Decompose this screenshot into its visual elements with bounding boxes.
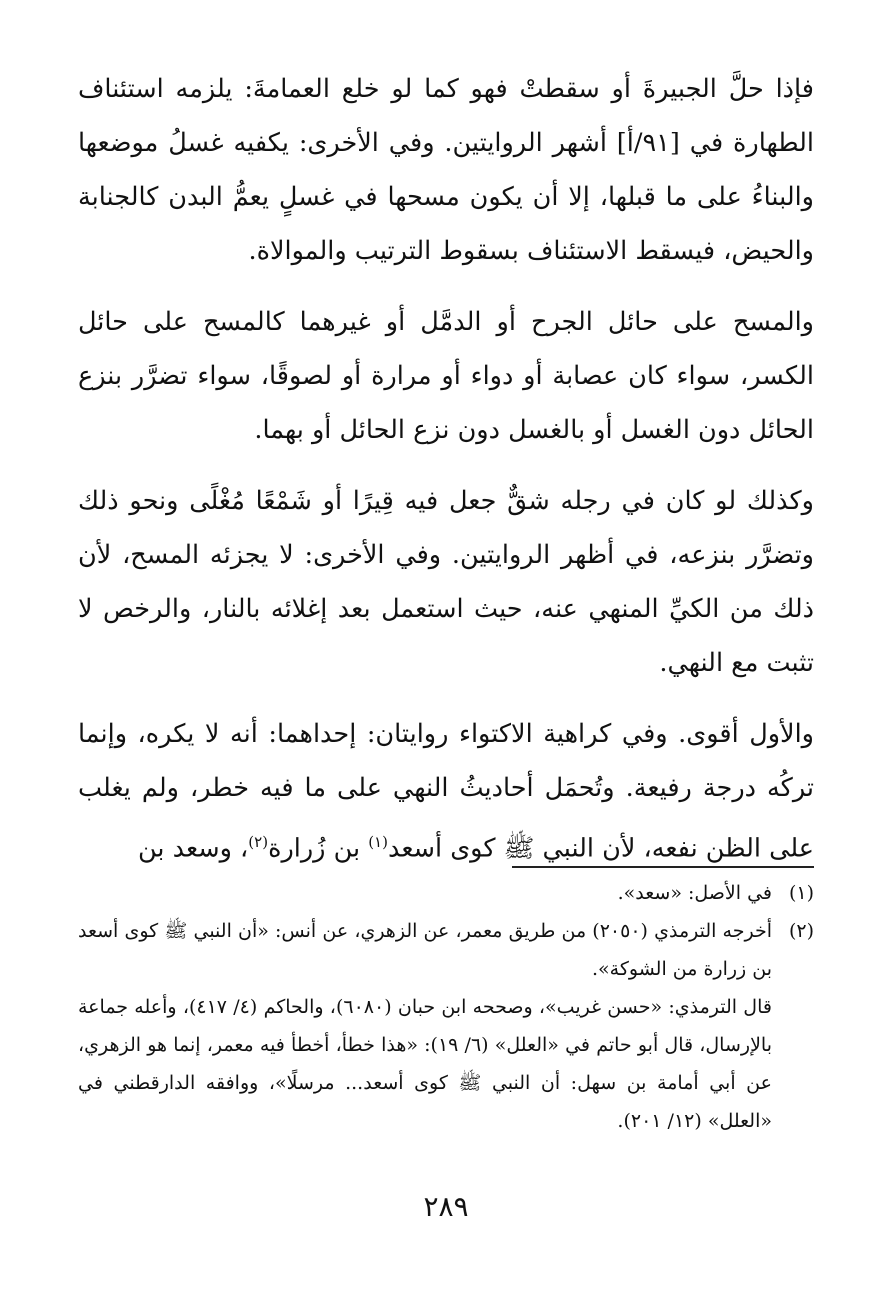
footnote-1 bbox=[78, 874, 814, 912]
footnote-2-number: (٢) bbox=[788, 920, 814, 942]
footnote-separator bbox=[512, 866, 814, 868]
footnote-1-text: في الأصل: «سعد». bbox=[617, 882, 772, 904]
page-number: ٢٨٩ bbox=[423, 1190, 469, 1223]
footnote-ref-2: (٢) bbox=[248, 833, 269, 851]
paragraph-4 bbox=[78, 707, 814, 876]
footnotes bbox=[78, 874, 814, 1140]
paragraph-4-text-b: بن زُرارة bbox=[268, 833, 369, 864]
footnote-2-text: أخرجه الترمذي (٢٠٥٠) من طريق معمر، عن الزهري، عن أنس: «أن النبي ﷺ كوى أسعد بن زرارة من الشوكة». bbox=[78, 920, 772, 980]
main-text bbox=[78, 62, 814, 893]
paragraph-4-text-c: ، وسعد بن bbox=[137, 833, 249, 864]
paragraph-1: فإذا حلَّ الجبيرةَ أو سقطتْ فهو كما لو خلع العمامةَ: يلزمه استئناف الطهارة في [٩١/أ] أشهر الروايتين. وفي الأخرى: يكفيه غسلُ موضعها والبناءُ على ما قبلها، إلا أن يكون مسحها في غسلٍ يعمُّ البدن كالجنابة والحيض، فيسقط الاستئناف بسقوط الترتيب والموالاة. bbox=[78, 74, 815, 266]
footnote-2 bbox=[78, 912, 814, 988]
footnote-1-number: (١) bbox=[788, 882, 814, 904]
paragraph-2: والمسح على حائل الجرح أو الدمَّل أو غيرهما كالمسح على حائل الكسر، سواء كان عصابة أو دواء أو مرارة أو لصوقًا، سواء تضرَّر بنزع الحائل دون الغسل أو بالغسل دون نزع الحائل أو بهما. bbox=[78, 307, 814, 445]
footnote-ref-1: (١) bbox=[368, 833, 388, 851]
footnote-2-continuation: قال الترمذي: «حسن غريب»، وصححه ابن حبان (٦٠٨٠)، والحاكم (٤/ ٤١٧)، وأعله جماعة بالإرسال، قال أبو حاتم في «العلل» (٦/ ١٩): «هذا خطأ، أخطأ فيه معمر، إنما هو الزهري، عن أبي أمامة بن سهل: أن النبي ﷺ كوى أسعد... مرسلًا»، ووافقه الدارقطني في «العلل» (١٢/ ٢٠١). bbox=[78, 996, 772, 1132]
paragraph-3: وكذلك لو كان في رجله شقٌّ جعل فيه قِيرًا أو شَمْعًا مُغْلًى ونحو ذلك وتضرَّر بنزعه، في أظهر الروايتين. وفي الأخرى: لا يجزئه المسح، لأن ذلك من الكيِّ المنهي عنه، حيث استعمل بعد إغلائه بالنار، والرخص لا تثبت مع النهي. bbox=[78, 486, 814, 678]
paragraph-4-text-a: والأول أقوى. وفي كراهية الاكتواء روايتان: إحداهما: أنه لا يكره، وإنما تركُه درجة رفيعة. وتُحمَل أحاديثُ النهي على ما فيه خطر، ولم يغلب على الظن نفعه، لأن النبي ﷺ كوى أسعد bbox=[78, 719, 814, 864]
